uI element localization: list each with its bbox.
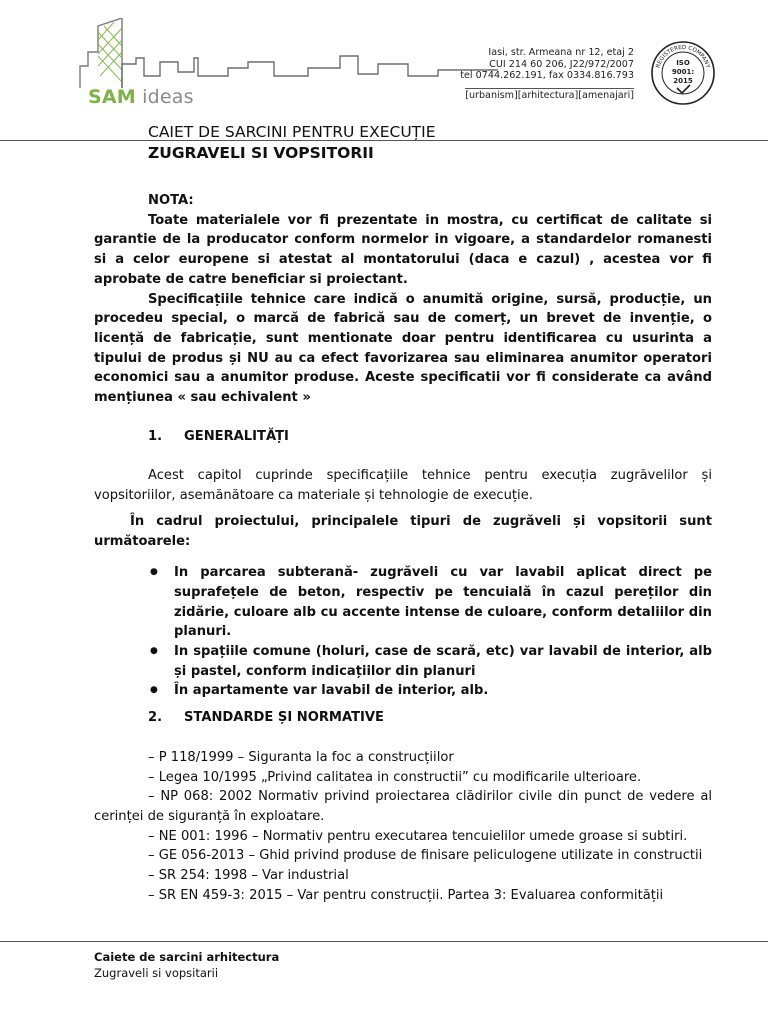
footer-subtitle: Zugraveli si vopsitarii <box>94 966 219 980</box>
list-item: ● In spațiile comune (holuri, case de scară, etc) var lavabil de interior, alb și pastel, conform indicațiilor din planuri <box>150 642 712 681</box>
footer-divider <box>0 941 768 942</box>
document-title: CAIET DE SARCINI PENTRU EXECUȚIE <box>148 123 436 141</box>
standard-item: – NE 001: 1996 – Normativ pentru executarea tencuielilor umede groase si subtiri. <box>148 828 688 844</box>
badge-top-text: REGISTERED COMPANY <box>655 44 711 69</box>
standard-item: – GE 056-2013 – Ghid privind produse de finisare peliculogene utilizate in constructii <box>148 848 703 864</box>
logo-ideas: ideas <box>135 86 194 108</box>
standards-list <box>94 748 712 906</box>
header-divider <box>0 140 768 141</box>
standard-item: – P 118/1999 – Siguranta la foc a construcțiilor <box>148 749 454 765</box>
section-2-heading <box>94 708 712 728</box>
zugraveli-types-list <box>94 563 712 701</box>
document-body <box>94 191 712 906</box>
company-tags: [urbanism][arhitectura][amenajari] <box>465 90 634 101</box>
document-subtitle: ZUGRAVELI SI VOPSITORII <box>148 144 374 162</box>
nota-label: NOTA: <box>148 193 194 208</box>
logo-sam: SAM <box>88 86 136 108</box>
nota-paragraph-1: Toate materialele vor fi prezentate in mostra, cu certificat de calitate si garantie de la producator conform normelor in vigoare, a standardelor romanesti si a celor europene si atestat al montatorului (daca e cazul) , acestea vor fi aprobate de catre beneficiar si proiectant. <box>94 212 712 287</box>
nota-paragraph-2: Specificațiile tehnice care indică o anumită origine, sursă, producție, un procedeu special, o marcă de fabrică sau de comerț, un brevet de invenție, o licență de fabricație, sunt mentionate doar pentru identificarea cu usurinta a tipului de produs și NU au ca efect favorizarea sau eliminarea anumitor operatori economici sau a anumitor produse. Aceste specificatii vor fi considerate ca având mențiunea « sau echivalent » <box>94 291 712 406</box>
sam-ideas-logo-graphic <box>78 18 498 90</box>
section-1-title: GENERALITĂȚI <box>184 428 289 444</box>
standard-item: – Legea 10/1995 „Privind calitatea in constructii” cu modificarile ulterioare. <box>148 769 642 785</box>
section-1-heading <box>94 427 712 447</box>
list-item: ● In parcarea subterană- zugrăveli cu var lavabil aplicat direct pe suprafețele de beton, respectiv pe tencuială în cazul pereților din zidărie, culoare alb cu accente intense de culoare, conform detaliilor din planuri. <box>150 563 712 642</box>
checkmark-icon <box>677 85 690 93</box>
badge-iso-text: ISO <box>676 59 690 67</box>
badge-year-text: 2015 <box>673 77 693 85</box>
section-1-lead: În cadrul proiectului, principalele tipuri de zugrăveli și vopsitorii sunt următoarele: <box>94 513 712 549</box>
section-1-number: 1. <box>148 428 163 444</box>
section-2-number: 2. <box>148 710 163 726</box>
standard-item: – SR EN 459-3: 2015 – Var pentru construcții. Partea 3: Evaluarea conformității <box>148 887 664 903</box>
address-line: Iasi, str. Armeana nr 12, etaj 2 <box>488 47 634 58</box>
address-line: tel 0744.262.191, fax 0334.816.793 <box>460 70 634 81</box>
standard-item: – SR 254: 1998 – Var industrial <box>148 868 349 884</box>
badge-standard-text: 9001: <box>671 68 695 76</box>
address-line: CUI 214 60 206, J22/972/2007 <box>489 58 634 70</box>
list-item: ● În apartamente var lavabil de interior, alb. <box>150 681 712 701</box>
section-1-intro: Acest capitol cuprinde specificațiile tehnice pentru execuția zugrăvelilor și vopsitoriilor, asemănătoare ca materiale și tehnologie de execuție. <box>94 468 712 504</box>
footer-title: Caiete de sarcini arhitectura <box>94 950 280 964</box>
company-address <box>460 47 634 82</box>
standard-item: – NP 068: 2002 Normativ privind proiectarea clădirilor civile din punct de vedere al cerinței de siguranță în exploatare. <box>94 789 712 824</box>
logo-wordmark <box>88 86 194 108</box>
section-2-title: STANDARDE ȘI NORMATIVE <box>184 710 384 726</box>
iso-certification-badge <box>650 40 716 106</box>
